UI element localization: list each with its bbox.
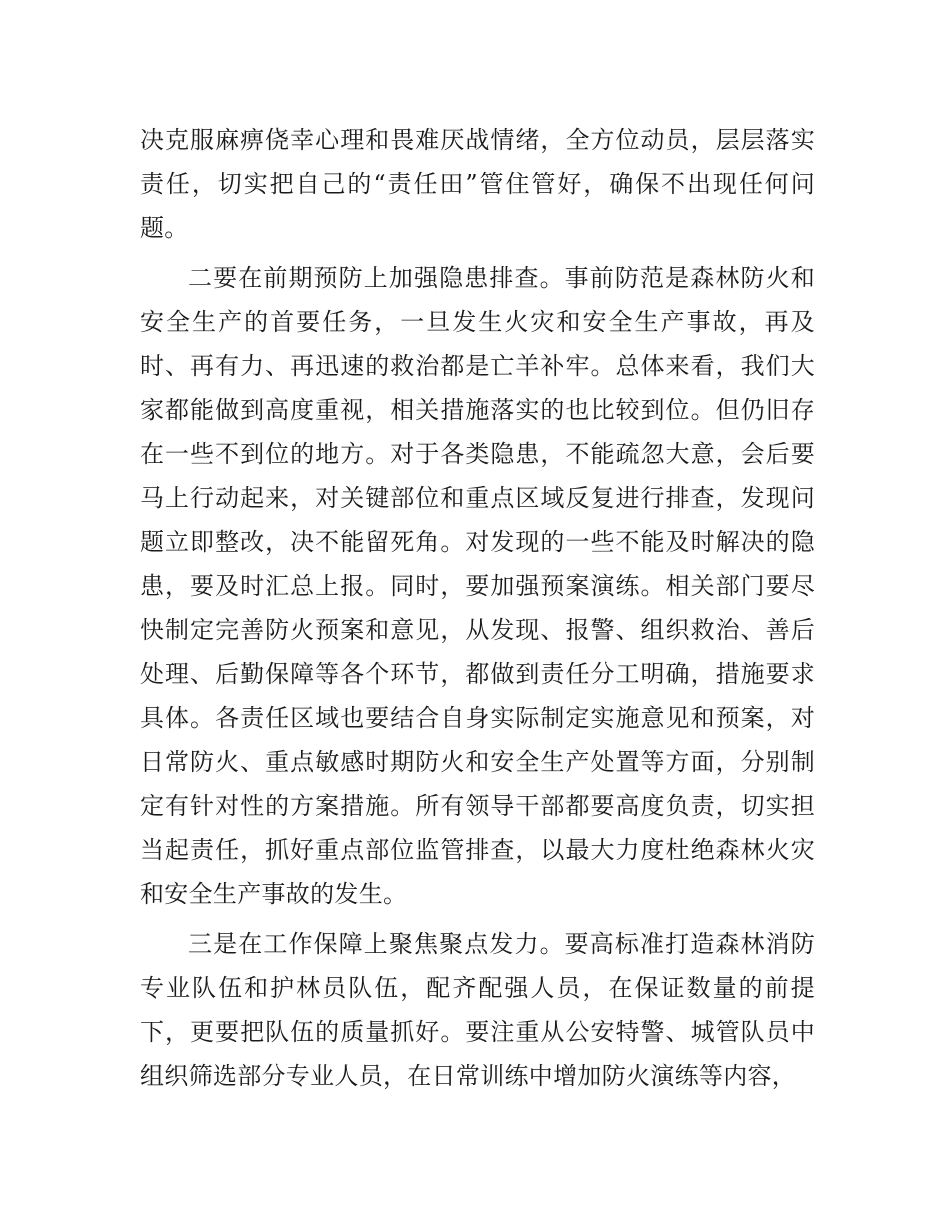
paragraph-hazard-inspection: 二要在前期预防上加强隐患排查。事前防范是森林防火和安全生产的首要任务，一旦发生火灾和安全生产事故，再及时、再有力、再迅速的救治都是亡羊补牢。总体来看，我们大家都能做到高度重视，相关措施落实的也比较到位。但仍旧存在一些不到位的地方。对于各类隐患，不能疏忽大意，会后要马上行动起来，对关键部位和重点区域反复进行排查，发现问题立即整改，决不能留死角。对发现的一些不能及时解决的隐患，要及时汇总上报。同时，要加强预案演练。相关部门要尽快制定完善防火预案和意见，从发现、报警、组织救治、善后处理、后勤保障等各个环节，都做到责任分工明确，措施要求具体。各责任区域也要结合自身实际制定实施意见和预案，对日常防火、重点敏感时期防火和安全生产处置等方面，分别制定有针对性的方案措施。所有领导干部都要高度负责，切实担当起责任，抓好重点部位监管排查，以最大力度杜绝森林火灾和安全生产事故的发生。 <box>140 264 815 908</box>
document-body <box>140 118 815 1098</box>
paragraph-continuation: 决克服麻痹侥幸心理和畏难厌战情绪，全方位动员，层层落实责任，切实把自己的“责任田”管住管好，确保不出现任何问题。 <box>140 126 815 242</box>
paragraph-work-guarantee: 三是在工作保障上聚焦聚点发力。要高标准打造森林消防专业队伍和护林员队伍，配齐配强人员，在保证数量的前提下，更要把队伍的质量抓好。要注重从公安特警、城管队员中组织筛选部分专业人员，在日常训练中增加防火演练等内容， <box>140 930 815 1090</box>
